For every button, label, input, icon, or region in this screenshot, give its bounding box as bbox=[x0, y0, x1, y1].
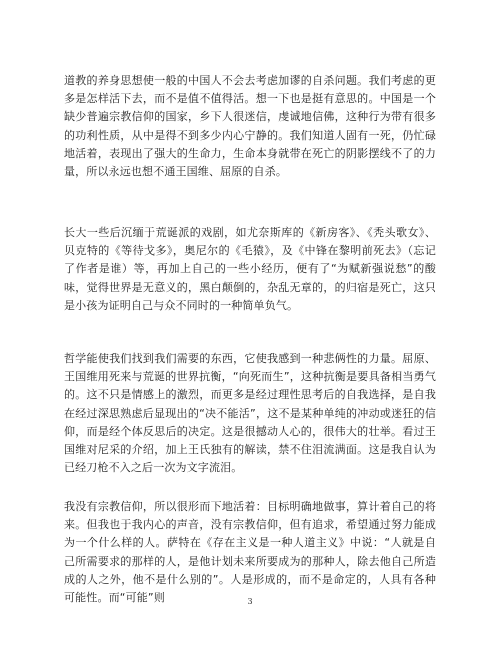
paragraph-2: 长大一些后沉缅于荒诞派的戏剧，如尤奈斯库的《新房客》、《秃头歌女》、贝克特的《等待戈多》，奥尼尔的《毛猿》，及《中锋在黎明前死去》（忘记了作者是谁）等，再加上自己的一些小经历，便有了“为赋新强说愁”的酸味，觉得世界是无意义的，黑白颠倒的，杂乱无章的，的归宿是死亡，这只是小孩为证明自己与众不同时的一种简单负气。 bbox=[64, 226, 436, 312]
paragraph-4: 我没有宗教信仰，所以很形而下地活着：目标明确地做事，算计着自己的将来。但我也于我内心的声音，没有宗教信仰，但有追求，希望通过努力能成为一个什么样的人。萨特在《存在主义是一种人道主义》中说：“人就是自己所需要求的那样的人，是他计划未来所要成为的那种人，除去他自己所造成的人之外，他不是什么别的”。人是形成的，而不是命定的，人具有各种可能性。而“可能”则 bbox=[64, 500, 436, 605]
page-number: 3 bbox=[247, 597, 253, 606]
paragraph-1: 道教的养身思想使一般的中国人不会去考虑加谬的自杀问题。我们考虑的更多是怎样活下去，而不是值不值得活。想一下也是挺有意思的。中国是一个缺少普遍宗教信仰的国家，乡下人很迷信，虔诚地信佛，这种行为带有很多的功利性质，从中是得不到多少内心宁静的。我们知道人固有一死，仍忙碌地活着，表现出了强大的生命力，生命本身就带在死亡的阴影摆线不了的力量，所以永远也想不通王国维、屈原的自杀。 bbox=[64, 74, 436, 179]
paragraph-3: 哲学能使我们找到我们需要的东西，它使我感到一种悲俩性的力量。屈原、王国维用死来与荒诞的世界抗衡，“向死而生”，这种抗衡是要具备相当勇气的。这不只是情感上的激烈，而更多是经过理性思考后的自我选择，是自我在经过深思熟虑后显现出的“决不能活”，这不是某种单纯的冲动或迷狂的信仰，而是经个体反思后的决定。这是很撼动人心的，很伟大的壮举。看过王国维对尼采的介绍，加上王氏独有的解读，禁不住泪流满面。这是我自认为已经刀枪不入之后一次为文字流泪。 bbox=[64, 352, 436, 475]
